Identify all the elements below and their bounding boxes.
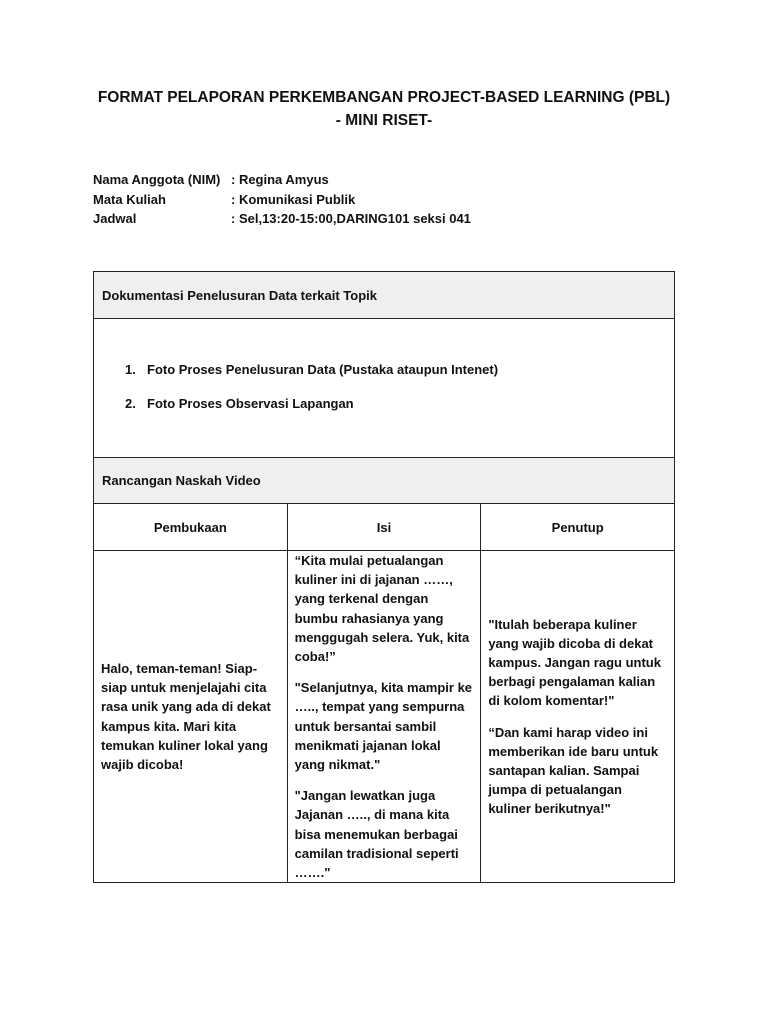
info-row-name [93,170,471,190]
list-item [125,396,354,411]
member-info [93,170,471,229]
closing-paragraph: “Dan kami harap video ini memberikan ide baru untuk santapan kalian. Sampai jumpa di petualangan kuliner berikutnya!" [488,724,659,817]
opening-paragraph: Halo, teman-teman! Siap-siap untuk menjelajahi cita rasa unik yang ada di dekat kampus kita. Mari kita temukan kuliner lokal yang wajib dicoba! [101,661,271,773]
list-item [125,362,498,377]
section-header-documentation: Dokumentasi Penelusuran Data terkait Topik [94,272,675,319]
documentation-list-cell [94,319,675,458]
document-title: FORMAT PELAPORAN PERKEMBANGAN PROJECT-BASED LEARNING (PBL) [97,89,671,106]
info-value: : Sel,13:20-15:00,DARING101 seksi 041 [231,211,471,226]
closing-paragraph: "Itulah beberapa kuliner yang wajib dicoba di dekat kampus. Jangan ragu untuk berbagi pengalaman kalian di kolom komentar!" [488,616,661,709]
closing-cell [481,551,675,883]
info-label: Mata Kuliah [93,191,166,207]
document-subtitle: - MINI RISET- [335,112,433,129]
info-value: : Komunikasi Publik [231,191,356,207]
info-value: : Regina Amyus [231,172,329,187]
content-cell [287,551,481,883]
list-text: Foto Proses Observasi Lapangan [147,396,354,411]
section-header-script: Rancangan Naskah Video [94,458,675,504]
list-text: Foto Proses Penelusuran Data (Pustaka ataupun Intenet) [147,362,499,377]
column-header-closing: Penutup [481,504,675,551]
column-header-content: Isi [287,504,481,551]
content-paragraph: “Kita mulai petualangan kuliner ini di jajanan ……, yang terkenal dengan bumbu rahasianya yang menggugah selera. Yuk, kita coba!” [294,553,470,665]
info-row-schedule [93,209,471,229]
column-header-opening: Pembukaan [94,504,288,551]
opening-cell [94,551,288,883]
list-number: 2. [125,396,136,411]
report-table [93,271,675,883]
info-label: Jadwal [93,211,137,226]
info-label: Nama Anggota (NIM) [93,172,221,187]
content-paragraph: "Jangan lewatkan juga Jajanan ….., di mana kita bisa menemukan berbagai camilan tradisional seperti ……." [294,788,459,881]
content-paragraph: "Selanjutnya, kita mampir ke ….., tempat yang sempurna untuk bersantai sambil menikmati jajanan lokal yang nikmat." [294,680,473,773]
info-row-course [93,190,471,210]
list-number: 1. [125,362,136,377]
